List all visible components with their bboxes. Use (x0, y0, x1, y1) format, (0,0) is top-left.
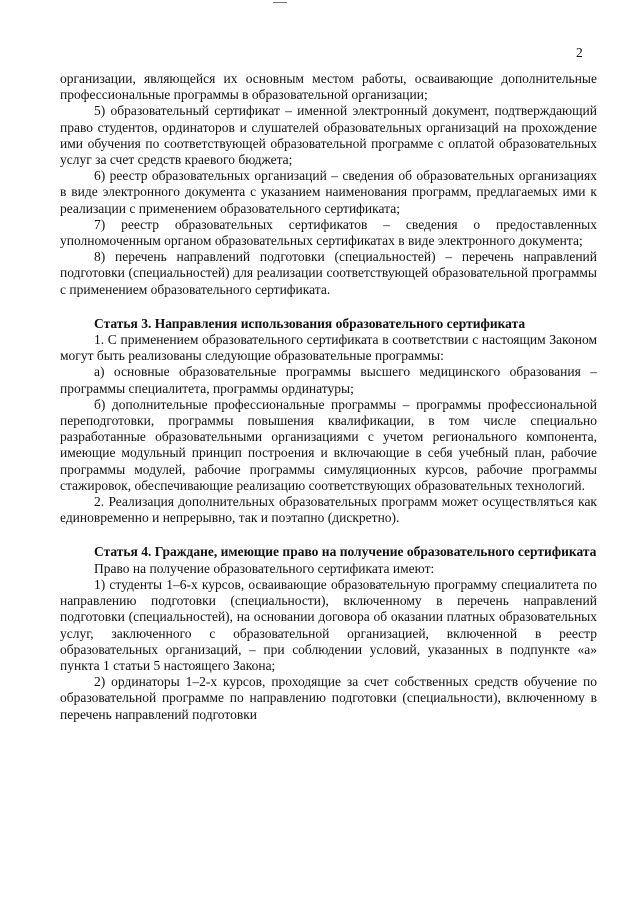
definition-item-8: 8) перечень направлений подготовки (специальностей) – перечень направлений подготовки (специальностей) для реализации соответствующей образовательной программы с применением образовательного сертификата. (60, 249, 597, 297)
article-3-paragraph-1: 1. С применением образовательного сертификата в соответствии с настоящим Законом могут быть реализованы следующие образовательные программы: (60, 332, 597, 364)
definition-item-6: 6) реестр образовательных организаций – сведения об образовательных организациях в виде электронного документа с указанием наименования программ, предлагаемых ими к реализации с применением образовательного сертификата; (60, 168, 597, 216)
document-body (60, 71, 597, 723)
article-3-paragraph-2: 2. Реализация дополнительных образовательных программ может осуществляться как единовременно и непрерывно, так и поэтапно (дискретно). (60, 494, 597, 526)
article-4-item-2: 2) ординаторы 1–2-х курсов, проходящие за счет собственных средств обучение по образовательной программе по направлению подготовки (специальности), включенному в перечень направлений подготовки (60, 674, 597, 722)
definition-item-5: 5) образовательный сертификат – именной электронный документ, подтверждающий право студентов, ординаторов и слушателей образовательных организаций на прохождение ими обучения по соответствующей образовательной программе с оплатой образовательных услуг за счет средств краевого бюджета; (60, 103, 597, 168)
article-4-intro: Право на получение образовательного сертификата имеют: (94, 560, 435, 576)
article-4-heading: Статья 4. Граждане, имеющие право на получение образовательного сертификата (94, 544, 597, 560)
page-top-mark (273, 2, 287, 3)
definition-item-7: 7) реестр образовательных сертификатов – сведения о предоставленных уполномоченным органом образовательных сертификатах в виде электронного документа; (60, 216, 597, 249)
article-3-heading: Статья 3. Направления использования образовательного сертификата (94, 315, 526, 331)
article-3-item-b: б) дополнительные профессиональные программы – программы профессиональной переподготовки, программы повышения квалификации, в том числе специально разработанные образовательными организациями с учетом регионального компонента, имеющие модульный принцип построения и включающие в себя учебный план, рабочие программы модулей, рабочие программы симуляционных курсов, рабочие программы стажировок, обеспечивающие реализацию соответствующих образовательных технологий. (60, 396, 597, 493)
page-number: 2 (576, 45, 583, 60)
article-3-item-a: а) основные образовательные программы высшего медицинского образования – программы специалитета, программы ординатуры; (60, 364, 597, 396)
article-4-item-1: 1) студенты 1–6-х курсов, осваивающие образовательную программу специалитета по направлению подготовки (специальности), включенному в перечень направлений подготовки (специальностей), на основании договора об оказании платных образовательных услуг, заключенного с образовательной организацией, включенной в реестр образовательных организаций, – при соблюдении условий, указанных в подпункте «а» пункта 1 статьи 5 настоящего Закона; (60, 576, 597, 673)
paragraph-continuation: организации, являющейся их основным местом работы, осваивающие дополнительные профессиональные программы в образовательной организации; (60, 71, 597, 103)
